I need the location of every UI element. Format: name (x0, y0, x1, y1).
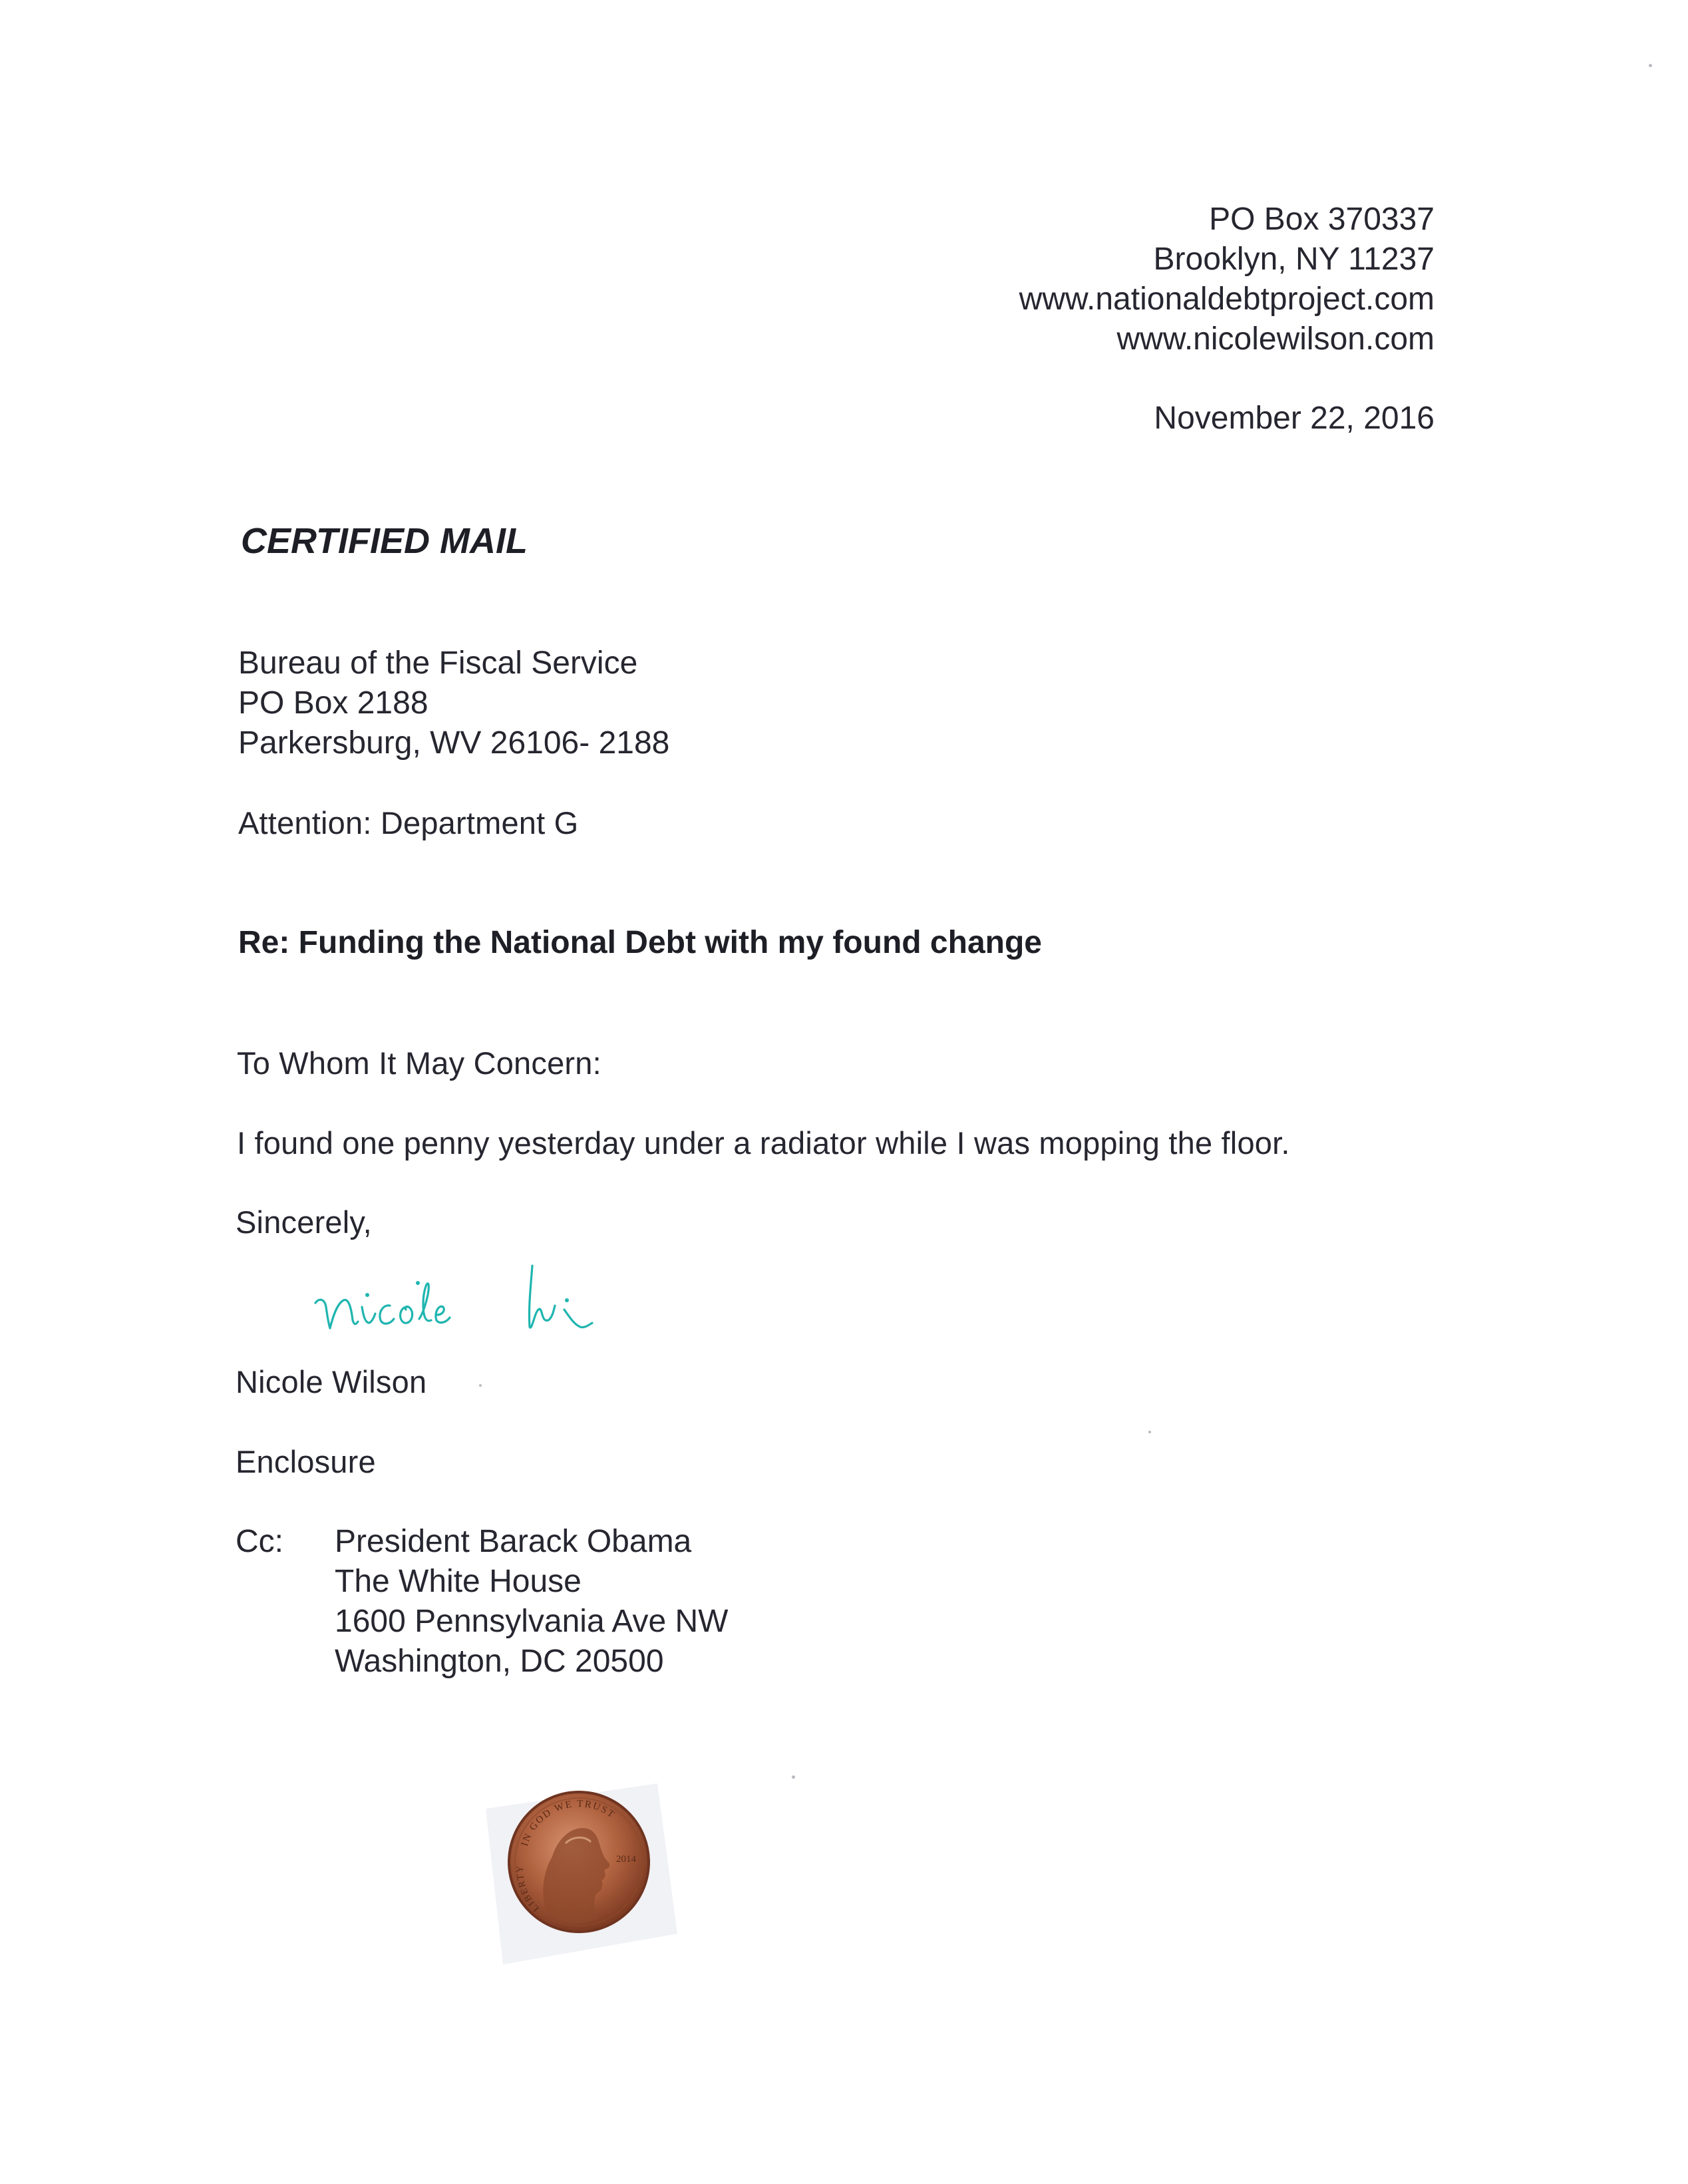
cc-address-line3: Washington, DC 20500 (335, 1644, 664, 1679)
sender-address-line2: Brooklyn, NY 11237 (1153, 242, 1435, 277)
enclosure-note: Enclosure (236, 1444, 376, 1479)
scan-speck (1148, 1431, 1151, 1433)
sender-website-2: www.nicolewilson.com (1116, 321, 1435, 357)
penny-motto-text: IN GOD WE TRUST (519, 1798, 617, 1848)
letter-body: I found one penny yesterday under a radiator while I was mopping the floor. (237, 1125, 1290, 1161)
mail-type-heading: CERTIFIED MAIL (241, 521, 528, 561)
cc-address-block (335, 1522, 728, 1682)
closing: Sincerely, (236, 1204, 372, 1240)
recipient-name: Bureau of the Fiscal Service (238, 645, 638, 681)
letter-date: November 22, 2016 (1154, 401, 1435, 436)
recipient-address-line2: Parkersburg, WV 26106- 2188 (238, 725, 670, 761)
scan-speck (1649, 64, 1652, 67)
penny-image (466, 1743, 692, 1970)
cc-address-line2: 1600 Pennsylvania Ave NW (335, 1604, 729, 1639)
attention-line: Attention: Department G (238, 805, 579, 840)
cc-address-line1: The White House (335, 1564, 582, 1599)
subject-line: Re: Funding the National Debt with my found change (238, 925, 1042, 960)
salutation: To Whom It May Concern: (237, 1045, 601, 1081)
signer-name: Nicole Wilson (236, 1364, 427, 1399)
scan-speck (792, 1775, 795, 1779)
penny-year-text: 2014 (616, 1854, 636, 1865)
recipient-address-block (238, 643, 669, 763)
handwritten-signature (306, 1251, 665, 1358)
cc-label: Cc: (236, 1524, 283, 1559)
sender-address-line1: PO Box 370337 (1209, 202, 1435, 237)
sender-address-block (769, 200, 1435, 359)
sender-website-1: www.nationaldebtproject.com (1019, 281, 1435, 317)
recipient-address-line1: PO Box 2188 (238, 685, 428, 721)
cc-name: President Barack Obama (335, 1524, 692, 1559)
penny-liberty-text: LIBERTY (515, 1864, 542, 1914)
scan-speck (479, 1384, 482, 1387)
